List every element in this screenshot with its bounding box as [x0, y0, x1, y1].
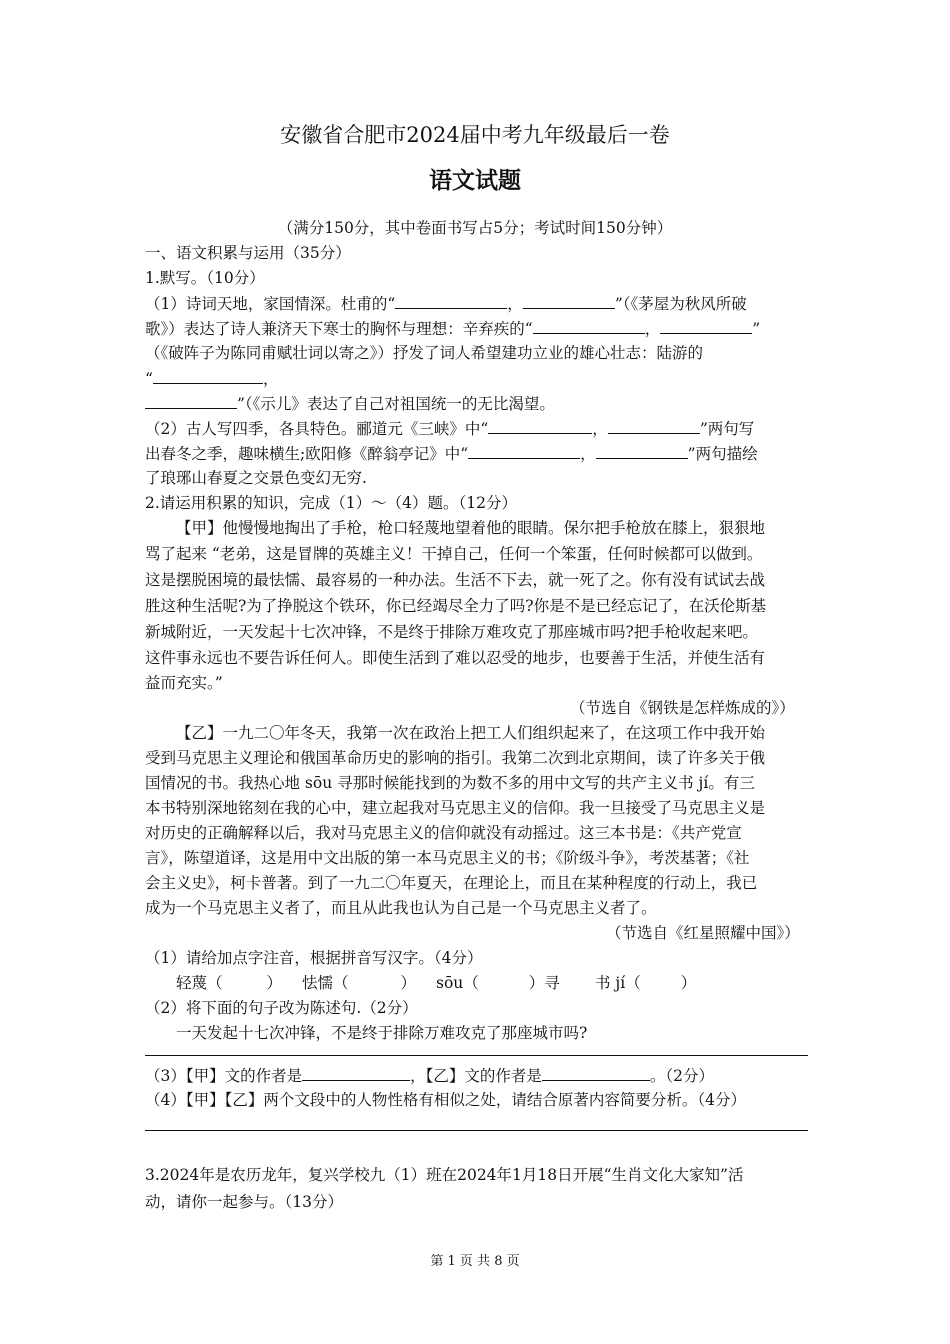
pinyin-item-label: 轻蔑（ — [176, 974, 223, 992]
passage-jia-line: 这件事永远也不要告诉任何人。即使生活到了难以忍受的地步，也要善于生活，并使生活有 — [145, 649, 766, 667]
q1-text: （2）古人写四季，各具特色。郦道元《三峡》中“ — [145, 420, 489, 438]
q1-text: ， — [592, 420, 608, 438]
pinyin-item — [595, 972, 696, 994]
answer-blank[interactable] — [488, 417, 592, 434]
section-heading: 一、语文积累与运用（35分） — [145, 244, 351, 262]
q1-text: 歌》）表达了诗人兼济天下寒士的胸怀与理想：辛弃疾的“ — [145, 320, 533, 338]
q1-line — [145, 417, 754, 440]
answer-slot[interactable] — [349, 972, 401, 988]
passage-jia-line: 这是摆脱困境的最怯懦、最容易的一种办法。生活不下去，就一死了之。你有没有试试去战 — [145, 571, 766, 589]
sub-question-3-text: ，【乙】文的作者是 — [410, 1067, 542, 1085]
pinyin-item-label: ）寻 — [528, 974, 560, 992]
passage-yi-line: 【乙】一九二〇年冬天，我第一次在政治上把工人们组织起来了，在这项工作中我开始 — [176, 724, 766, 742]
exam-title: 安徽省合肥市2024届中考九年级最后一卷 — [280, 123, 670, 147]
answer-slot[interactable] — [479, 972, 529, 988]
answer-slot[interactable] — [223, 972, 267, 988]
pinyin-item-label: ） — [400, 974, 417, 992]
pinyin-item — [302, 972, 416, 994]
q1-text: ， — [580, 445, 596, 463]
q1-line — [145, 292, 747, 315]
sub-question-3-text: 。（2分） — [649, 1067, 715, 1085]
q1-text: 出春冬之季，趣味横生;欧阳修《醉翁亭记》中“ — [145, 445, 469, 463]
answer-slot[interactable] — [641, 972, 681, 988]
passage-jia-line: 骂了起来 “老弟，这是冒牌的英雄主义！干掉自己，任何一个笨蛋，任何时候都可以做到。 — [145, 545, 763, 563]
answer-blank[interactable] — [145, 392, 237, 409]
q1-text: “ — [145, 370, 153, 388]
q1-line — [145, 392, 555, 415]
answer-blank[interactable] — [533, 317, 645, 334]
answer-blank[interactable] — [542, 1064, 650, 1081]
sub-question-3 — [145, 1064, 714, 1087]
sub-question-2-sentence: 一天发起十七次冲锋，不是终于排除万难攻克了那座城市吗? — [176, 1024, 588, 1042]
passage-yi-line: 成为一个马克思主义者了，而且从此我也认为自己是一个马克思主义者了。 — [145, 899, 657, 917]
passage-jia-line: 胜这种生活呢?为了挣脱这个铁环，你已经竭尽全力了吗?你是不是已经忘记了，在沃伦斯基 — [145, 597, 767, 615]
q3-line: 动，请你一起参与。（13分） — [145, 1193, 343, 1211]
sub-question-4: （4）【甲】【乙】两个文段中的人物性格有相似之处，请结合原著内容简要分析。（4分） — [145, 1091, 746, 1109]
q1-line — [145, 442, 758, 465]
answer-blank[interactable] — [608, 417, 700, 434]
passage-yi-line: 会主义史》，柯卡普著。到了一九二〇年夏天，在理论上，而且在某种程度的行动上，我已 — [145, 874, 758, 892]
answer-line[interactable] — [145, 1055, 808, 1056]
passage-yi-line: 本书特别深地铭刻在我的心中，建立起我对马克思主义的信仰。我一旦接受了马克思主义是 — [145, 799, 766, 817]
subject-title: 语文试题 — [429, 167, 521, 194]
passage-yi-source: （节选自《红星照耀中国》） — [606, 924, 800, 942]
passage-jia-source: （节选自《钢铁是怎样炼成的》） — [570, 699, 795, 717]
page-footer: 第 1 页 共 8 页 — [430, 1254, 520, 1269]
pinyin-item-label: 怯懦（ — [302, 974, 349, 992]
q1-text: ” — [752, 320, 761, 338]
answer-line[interactable] — [145, 1130, 808, 1131]
q1-text: ， — [507, 295, 523, 313]
q1-line: 了琅琊山春夏之交景色变幻无穷. — [145, 469, 367, 487]
sub-question-3-text: （3）【甲】文的作者是 — [145, 1067, 303, 1085]
q3-line: 3.2024年是农历龙年，复兴学校九（1）班在2024年1月18日开展“生肖文化大家知”活 — [145, 1166, 744, 1184]
q1-text: ”两句写 — [699, 420, 755, 438]
pinyin-item-label: ） — [680, 974, 697, 992]
q1-text: ”（《茅屋为秋风所破 — [614, 295, 747, 313]
exam-note: （满分150分，其中卷面书写占5分；考试时间150分钟） — [277, 219, 673, 237]
q1-text: ， — [644, 320, 661, 338]
answer-blank[interactable] — [153, 367, 263, 384]
pinyin-item-label: sōu（ — [436, 974, 479, 992]
passage-jia-line: 益而充实。” — [145, 674, 223, 692]
q1-heading: 1.默写。（10分） — [145, 269, 265, 287]
q1-text: （1）诗词天地，家国情深。杜甫的“ — [145, 295, 396, 313]
q1-text: ， — [262, 370, 279, 388]
passage-jia-line: 新城附近，一天发起十七次冲锋，不是终于排除万难攻克了那座城市吗?把手枪收起来吧。 — [145, 623, 758, 641]
pinyin-item-label: ） — [266, 974, 283, 992]
passage-yi-line: 言》，陈望道译，这是用中文出版的第一本马克思主义的书；《阶级斗争》，考茨基著；《社 — [145, 849, 750, 867]
answer-blank[interactable] — [468, 442, 580, 459]
passage-jia-line: 【甲】他慢慢地掏出了手枪，枪口轻蔑地望着他的眼睛。保尔把手枪放在膝上，狠狠地 — [176, 519, 766, 537]
pinyin-item-label: 书 jí（ — [595, 974, 641, 992]
q2-heading: 2.请运用积累的知识，完成（1）～（4）题。（12分） — [145, 494, 517, 512]
passage-yi-line: 国情况的书。我热心地 sōu 寻那时候能找到的为数不多的用中文写的共产主义书 jí。有三 — [145, 774, 755, 792]
q1-text: ”（《示儿》表达了自己对祖国统一的无比渴望。 — [237, 395, 555, 413]
passage-yi-line: 对历史的正确解释以后，我对马克思主义的信仰就没有动摇过。这三本书是：《共产党宣 — [145, 824, 742, 842]
passage-yi-line: 受到马克思主义理论和俄国革命历史的影响的指引。我第二次到北京期间，读了许多关于俄 — [145, 749, 766, 767]
answer-blank[interactable] — [395, 292, 507, 309]
answer-blank[interactable] — [523, 292, 615, 309]
q1-line: （《破阵子为陈同甫赋壮词以寄之》）抒发了词人希望建功立业的雄心壮志：陆游的 — [145, 344, 704, 362]
answer-blank[interactable] — [596, 442, 688, 459]
q1-line — [145, 367, 278, 390]
pinyin-item — [436, 972, 560, 994]
answer-blank[interactable] — [302, 1064, 410, 1081]
sub-question-2: （2）将下面的句子改为陈述句.（2分） — [145, 999, 418, 1017]
q1-line — [145, 317, 760, 340]
pinyin-item — [176, 972, 282, 994]
q1-text: ”两句描绘 — [687, 445, 758, 463]
answer-blank[interactable] — [660, 317, 752, 334]
sub-question-1: （1）请给加点字注音，根据拼音写汉字。（4分） — [145, 949, 483, 967]
